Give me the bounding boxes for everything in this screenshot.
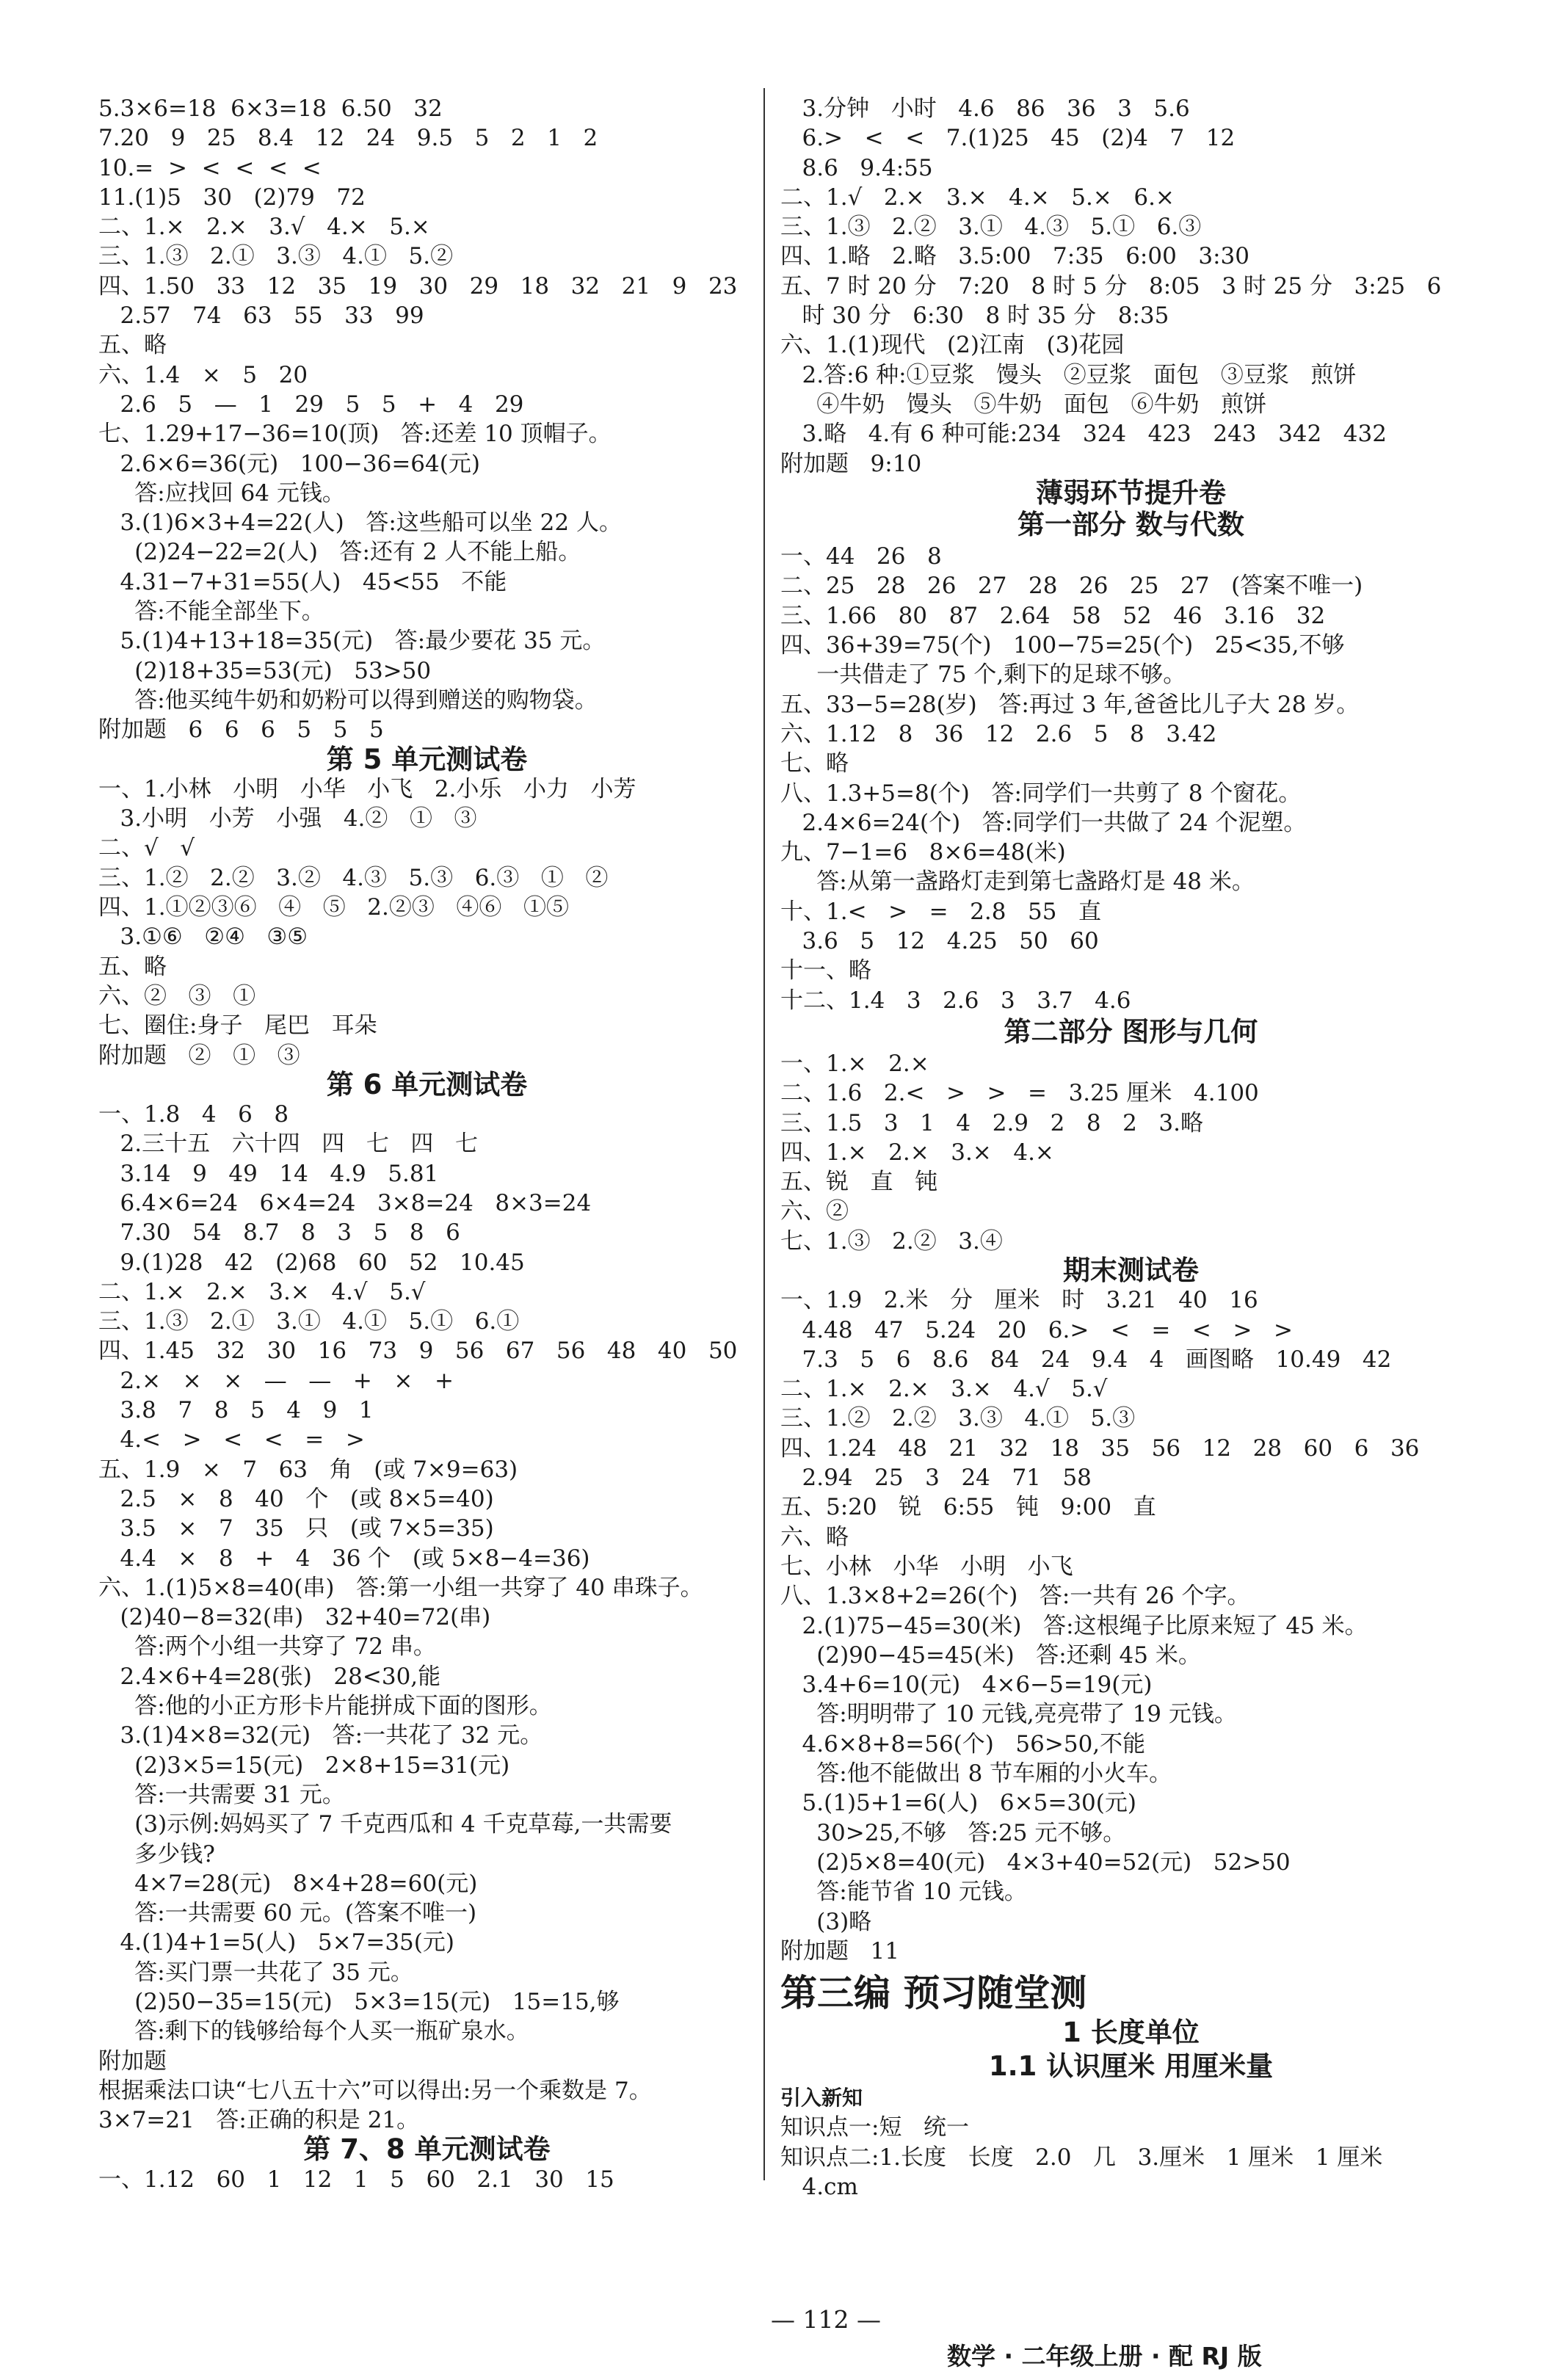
answer-line: 附加题 9:10 bbox=[780, 450, 922, 477]
answer-line: 6.> < < 7.(1)25 45 (2)4 7 12 bbox=[780, 125, 1236, 152]
answer-line: (2)50−35=15(元) 5×3=15(元) 15=15,够 bbox=[98, 1989, 620, 2015]
answer-line: 9.(1)28 42 (2)68 60 52 10.45 bbox=[98, 1249, 525, 1276]
answer-line: 2.5 × 8 40 个 (或 8×5=40) bbox=[98, 1485, 494, 1512]
answer-line: 七、圈住:身子 尾巴 耳朵 bbox=[98, 1012, 377, 1040]
answer-line: 五、5:20 锐 6:55 钝 9:00 直 bbox=[780, 1494, 1156, 1521]
subsection-title: 第二部分 图形与几何 bbox=[1004, 1015, 1258, 1048]
answer-line: 3.6 5 12 4.25 50 60 bbox=[780, 928, 1099, 955]
answer-line: 5.(1)5+1=6(人) 6×5=30(元) bbox=[780, 1790, 1136, 1817]
answer-line: 2.57 74 63 55 33 99 bbox=[98, 302, 424, 330]
answer-line: 八、1.3×8+2=26(个) 答:一共有 26 个字。 bbox=[780, 1583, 1250, 1610]
answer-line: 4.31−7+31=55(人) 45<55 不能 bbox=[98, 568, 507, 595]
answer-line: 八、1.3+5=8(个) 答:同学们一共剪了 8 个窗花。 bbox=[780, 780, 1302, 807]
answer-line: 2.6×6=36(元) 100−36=64(元) bbox=[98, 450, 480, 477]
answer-line: 二、1.× 2.× 3.× 4.√ 5.√ bbox=[780, 1376, 1108, 1403]
section-title: 第 5 单元测试卷 bbox=[326, 743, 528, 775]
section-title: 第 6 单元测试卷 bbox=[326, 1068, 528, 1100]
answer-line: 2.4×6=24(个) 答:同学们一共做了 24 个泥塑。 bbox=[780, 809, 1307, 836]
answer-line: (2)24−22=2(人) 答:还有 2 人不能上船。 bbox=[98, 539, 581, 566]
answer-line: 二、1.× 2.× 3.× 4.√ 5.√ bbox=[98, 1278, 426, 1305]
column-divider bbox=[763, 88, 765, 2180]
answer-line: 3.(1)4×8=32(元) 答:一共花了 32 元。 bbox=[98, 1722, 543, 1749]
answer-line: 10.= > < < < < bbox=[98, 154, 322, 181]
page-footer bbox=[771, 2265, 1432, 2370]
answer-line: 2.三十五 六十四 四 七 四 七 bbox=[98, 1131, 478, 1158]
answer-line: 七、略 bbox=[780, 750, 849, 777]
answer-line: 附加题 ② ① ③ bbox=[98, 1042, 300, 1069]
answer-line: 3.14 9 49 14 4.9 5.81 bbox=[98, 1160, 439, 1187]
answer-line: 三、1.5 3 1 4 2.9 2 8 2 3.略 bbox=[780, 1109, 1204, 1136]
answer-line: 一、1.12 60 1 12 1 5 60 2.1 30 15 bbox=[98, 2166, 614, 2193]
answer-line: 5.3×6=18 6×3=18 6.50 32 bbox=[98, 95, 443, 122]
answer-line: 答:剩下的钱够给每个人买一瓶矿泉水。 bbox=[98, 2018, 529, 2045]
answer-line: 答:从第一盏路灯走到第七盏路灯是 48 米。 bbox=[780, 868, 1255, 896]
answer-line: (3)示例:妈妈买了 7 千克西瓜和 4 千克草莓,一共需要 bbox=[98, 1811, 672, 1838]
answer-line: 答:两个小组一共穿了 72 串。 bbox=[98, 1633, 436, 1661]
answer-line: 3.①⑥ ②④ ③⑤ bbox=[98, 924, 308, 951]
answer-line: 4.48 47 5.24 20 6.> < = < > > bbox=[780, 1316, 1293, 1343]
answer-line: 二、1.× 2.× 3.√ 4.× 5.× bbox=[98, 214, 430, 241]
answer-line: 十二、1.4 3 2.6 3 3.7 4.6 bbox=[780, 987, 1131, 1014]
answer-line: 7.30 54 8.7 8 3 5 8 6 bbox=[98, 1219, 460, 1247]
answer-line: ④牛奶 馒头 ⑤牛奶 面包 ⑥牛奶 煎饼 bbox=[780, 391, 1267, 418]
answer-line: (2)18+35=53(元) 53>50 bbox=[98, 657, 432, 684]
answer-line: 二、√ √ bbox=[98, 835, 195, 862]
answer-line: 一、1.9 2.米 分 厘米 时 3.21 40 16 bbox=[780, 1287, 1258, 1314]
answer-line: 附加题 6 6 6 5 5 5 bbox=[98, 716, 384, 744]
answer-line: 3.略 4.有 6 种可能:234 324 423 243 342 432 bbox=[780, 421, 1387, 448]
answer-line: 七、小林 小华 小明 小飞 bbox=[780, 1553, 1073, 1580]
answer-line: 5.(1)4+13+18=35(元) 答:最少要花 35 元。 bbox=[98, 628, 606, 655]
answer-line: (2)90−45=45(米) 答:还剩 45 米。 bbox=[780, 1641, 1201, 1669]
answer-line: 6.4×6=24 6×4=24 3×8=24 8×3=24 bbox=[98, 1189, 592, 1216]
answer-line: 2.4×6+4=28(张) 28<30,能 bbox=[98, 1663, 441, 1690]
answer-line: 四、1.24 48 21 32 18 35 56 12 28 60 6 36 bbox=[780, 1434, 1420, 1462]
answer-line: 六、② bbox=[780, 1198, 849, 1225]
answer-line: 一、1.× 2.× bbox=[780, 1050, 929, 1077]
subsection-title: 1 长度单位 bbox=[1062, 2017, 1200, 2049]
left-column bbox=[98, 94, 755, 2194]
answer-line: 二、1.√ 2.× 3.× 4.× 5.× 6.× bbox=[780, 184, 1175, 211]
answer-line: 七、1.③ 2.② 3.④ bbox=[780, 1227, 1003, 1255]
answer-line: 十一、略 bbox=[780, 957, 871, 984]
answer-line: 一共借走了 75 个,剩下的足球不够。 bbox=[780, 661, 1186, 689]
answer-line: 五、锐 直 钝 bbox=[780, 1169, 938, 1196]
answer-line: 二、1.6 2.< > > = 3.25 厘米 4.100 bbox=[780, 1080, 1259, 1107]
answer-line: 答:他不能做出 8 节车厢的小火车。 bbox=[780, 1760, 1172, 1788]
answer-line: 2.6 5 — 1 29 5 5 + 4 29 bbox=[98, 391, 524, 418]
subsection-title: 第一部分 数与代数 bbox=[1017, 509, 1244, 541]
page-number: — 112 — bbox=[771, 2305, 881, 2334]
answer-line: 答:不能全部坐下。 bbox=[98, 598, 324, 625]
subsection-title: 1.1 认识厘米 用厘米量 bbox=[988, 2050, 1274, 2083]
answer-line: 三、1.② 2.② 3.③ 4.① 5.③ bbox=[780, 1405, 1136, 1432]
answer-line: 五、1.9 × 7 63 角 (或 7×9=63) bbox=[98, 1456, 518, 1483]
answer-line: (2)40−8=32(串) 32+40=72(串) bbox=[98, 1604, 491, 1631]
answer-line: 4.(1)4+1=5(人) 5×7=35(元) bbox=[98, 1929, 454, 1956]
answer-line: 8.6 9.4:55 bbox=[780, 154, 933, 181]
book-title: 数学 · 二年级上册 · 配 RJ 版 bbox=[947, 2342, 1262, 2370]
answer-line: 2.(1)75−45=30(米) 答:这根绳子比原来短了 45 米。 bbox=[780, 1612, 1368, 1639]
answer-line: 三、1.② 2.② 3.② 4.③ 5.③ 6.③ ① ② bbox=[98, 864, 609, 891]
answer-line: 时 30 分 6:30 8 时 35 分 8:35 bbox=[780, 302, 1169, 330]
answer-line: 7.3 5 6 8.6 84 24 9.4 4 画图略 10.49 42 bbox=[780, 1346, 1392, 1373]
answer-line: 3.4+6=10(元) 4×6−5=19(元) bbox=[780, 1672, 1153, 1699]
section-title: 期末测试卷 bbox=[1063, 1254, 1199, 1286]
answer-line: 2.答:6 种:①豆浆 馒头 ②豆浆 面包 ③豆浆 煎饼 bbox=[780, 361, 1357, 388]
answer-line: 五、略 bbox=[98, 953, 167, 980]
answer-line: 30>25,不够 答:25 元不够。 bbox=[780, 1819, 1126, 1846]
answer-line: 答:买门票一共花了 35 元。 bbox=[98, 1959, 413, 1986]
answer-line: 答:他的小正方形卡片能拼成下面的图形。 bbox=[98, 1693, 552, 1720]
answer-line: 附加题 bbox=[98, 2047, 167, 2075]
part-title: 第三编 预习随堂测 bbox=[780, 1972, 1087, 2015]
section-title: 薄弱环节提升卷 bbox=[1036, 476, 1226, 509]
answer-line: 多少钱? bbox=[98, 1840, 215, 1868]
section-title: 第 7、8 单元测试卷 bbox=[303, 2133, 551, 2166]
answer-line: 7.20 9 25 8.4 12 24 9.5 5 2 1 2 bbox=[98, 125, 598, 152]
answer-line: 三、1.66 80 87 2.64 58 52 46 3.16 32 bbox=[780, 602, 1326, 629]
answer-line: 二、25 28 26 27 28 26 25 27 (答案不唯一) bbox=[780, 573, 1363, 600]
answer-line: 答:明明带了 10 元钱,亮亮带了 19 元钱。 bbox=[780, 1701, 1237, 1728]
answer-line: 知识点一:短 统一 bbox=[780, 2114, 970, 2141]
answer-line: 一、1.8 4 6 8 bbox=[98, 1101, 289, 1128]
answer-line: 十、1.< > = 2.8 55 直 bbox=[780, 898, 1102, 925]
answer-line: 三、1.③ 2.① 3.① 4.① 5.① 6.① bbox=[98, 1308, 520, 1335]
answer-line: 五、7 时 20 分 7:20 8 时 5 分 8:05 3 时 25 分 3:25 6 bbox=[780, 272, 1442, 300]
answer-line: 四、1.①②③⑥ ④ ⑤ 2.②③ ④⑥ ①⑤ bbox=[98, 894, 569, 921]
answer-line: 六、1.4 × 5 20 bbox=[98, 361, 308, 388]
answer-line: 三、1.③ 2.② 3.① 4.③ 5.① 6.③ bbox=[780, 214, 1202, 241]
answer-line: 3.小明 小芳 小强 4.② ① ③ bbox=[98, 805, 477, 832]
answer-line: 答:一共需要 31 元。 bbox=[98, 1781, 345, 1808]
answer-line: 五、略 bbox=[98, 332, 167, 359]
answer-line: 一、44 26 8 bbox=[780, 543, 942, 570]
answer-line: 五、33−5=28(岁) 答:再过 3 年,爸爸比儿子大 28 岁。 bbox=[780, 691, 1360, 718]
answer-line: (2)5×8=40(元) 4×3+40=52(元) 52>50 bbox=[780, 1849, 1291, 1876]
answer-line: 附加题 11 bbox=[780, 1937, 900, 1964]
answer-line: 2.× × × — — + × + bbox=[98, 1367, 454, 1394]
answer-line: 三、1.③ 2.① 3.③ 4.① 5.② bbox=[98, 243, 454, 270]
answer-line: 四、1.45 32 30 16 73 9 56 67 56 48 40 50 bbox=[98, 1338, 738, 1365]
answer-line: 3×7=21 答:正确的积是 21。 bbox=[98, 2107, 420, 2134]
answer-line: 六、1.12 8 36 12 2.6 5 8 3.42 bbox=[780, 720, 1217, 747]
answer-line: 六、② ③ ① bbox=[98, 982, 256, 1009]
answer-line: 四、36+39=75(个) 100−75=25(个) 25<35,不够 bbox=[780, 632, 1345, 659]
answer-line: 四、1.略 2.略 3.5:00 7:35 6:00 3:30 bbox=[780, 243, 1249, 270]
answer-line: 六、1.(1)5×8=40(串) 答:第一小组一共穿了 40 串珠子。 bbox=[98, 1574, 703, 1601]
right-column bbox=[780, 94, 1481, 2202]
answer-line: (2)3×5=15(元) 2×8+15=31(元) bbox=[98, 1752, 510, 1779]
answer-line: 4.4 × 8 + 4 36 个 (或 5×8−4=36) bbox=[98, 1545, 590, 1572]
answer-line: 4.6×8+8=56(个) 56>50,不能 bbox=[780, 1730, 1146, 1757]
answer-line: 答:一共需要 60 元。(答案不唯一) bbox=[98, 1900, 477, 1927]
answer-line: 四、1.× 2.× 3.× 4.× bbox=[780, 1139, 1054, 1166]
answer-line: 一、1.小林 小明 小华 小飞 2.小乐 小力 小芳 bbox=[98, 775, 636, 802]
answer-line: 3.分钟 小时 4.6 86 36 3 5.6 bbox=[780, 95, 1190, 122]
answer-line: 知识点二:1.长度 长度 2.0 几 3.厘米 1 厘米 1 厘米 bbox=[780, 2144, 1383, 2171]
answer-line: 4.cm bbox=[780, 2174, 858, 2200]
answer-line: 3.(1)6×3+4=22(人) 答:这些船可以坐 22 人。 bbox=[98, 509, 622, 537]
answer-line: 六、略 bbox=[780, 1523, 849, 1550]
answer-line: 11.(1)5 30 (2)79 72 bbox=[98, 184, 366, 211]
answer-line: 3.8 7 8 5 4 9 1 bbox=[98, 1397, 374, 1424]
answer-line: 4.< > < < = > bbox=[98, 1426, 365, 1454]
answer-line: 答:他买纯牛奶和奶粉可以得到赠送的购物袋。 bbox=[98, 686, 598, 714]
answer-line: (3)略 bbox=[780, 1908, 872, 1935]
answer-line: 答:应找回 64 元钱。 bbox=[98, 479, 345, 507]
answer-line: 六、1.(1)现代 (2)江南 (3)花园 bbox=[780, 332, 1125, 359]
answer-line: 根据乘法口诀“七八五十六”可以得出:另一个乘数是 7。 bbox=[98, 2077, 652, 2104]
answer-line: 2.94 25 3 24 71 58 bbox=[780, 1465, 1092, 1492]
small-heading: 引入新知 bbox=[780, 2086, 863, 2111]
answer-line: 四、1.50 33 12 35 19 30 29 18 32 21 9 23 bbox=[98, 272, 738, 300]
answer-line: 九、7−1=6 8×6=48(米) bbox=[780, 839, 1066, 866]
answer-line: 七、1.29+17−36=10(顶) 答:还差 10 顶帽子。 bbox=[98, 421, 612, 448]
answer-line: 3.5 × 7 35 只 (或 7×5=35) bbox=[98, 1515, 494, 1542]
answer-line: 4×7=28(元) 8×4+28=60(元) bbox=[98, 1870, 478, 1897]
answer-line: 答:能节省 10 元钱。 bbox=[780, 1879, 1027, 1906]
